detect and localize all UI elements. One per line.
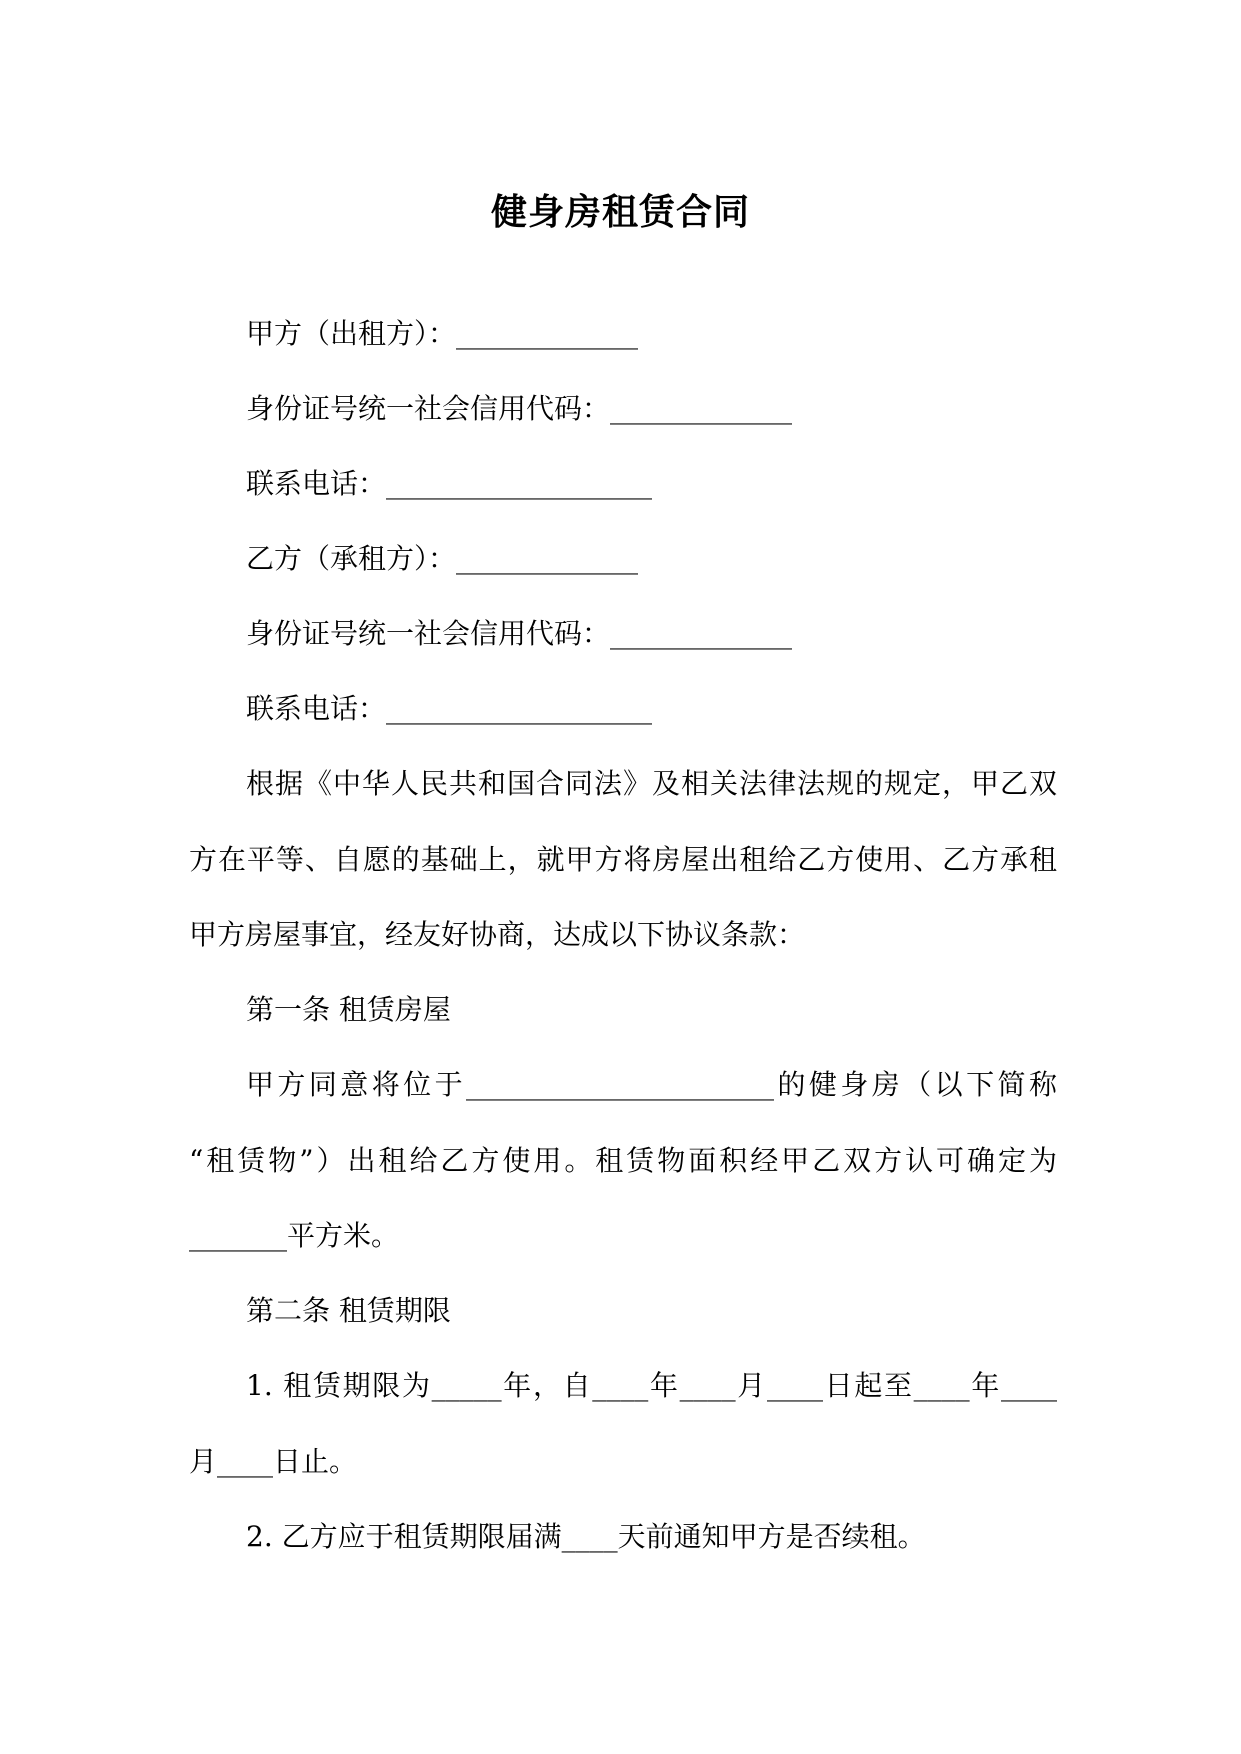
- party-b-phone-line: 联系电话：___________________: [246, 692, 653, 725]
- preamble-line-1: 根据《中华人民共和国合同法》及相关法律法规的规定，甲乙双: [246, 767, 1057, 800]
- article-1-line-3: _______平方米。: [189, 1219, 400, 1252]
- party-a-id-line: 身份证号统一社会信用代码：_____________: [246, 392, 793, 425]
- article-2-item-1-line-2: 月____日止。: [189, 1445, 358, 1478]
- article-2-heading: 第二条 租赁期限: [246, 1294, 451, 1327]
- article-1-heading: 第一条 租赁房屋: [246, 993, 451, 1026]
- party-a-phone-line: 联系电话：___________________: [246, 467, 653, 500]
- preamble-line-2: 方在平等、自愿的基础上，就甲方将房屋出租给乙方使用、乙方承租: [189, 843, 1057, 876]
- article-1-line-1: 甲方同意将位于______________________的健身房（以下简称: [246, 1068, 1057, 1101]
- party-b-name-line: 乙方（承租方）：_____________: [246, 542, 639, 575]
- party-b-id-line: 身份证号统一社会信用代码：_____________: [246, 617, 793, 650]
- party-a-name-line: 甲方（出租方）：_____________: [246, 317, 639, 350]
- article-2-item-1-line-1: 1. 租赁期限为_____年，自____年____月____日起至____年____: [246, 1369, 1057, 1402]
- article-1-line-2: “租赁物”）出租给乙方使用。租赁物面积经甲乙双方认可确定为: [189, 1144, 1057, 1177]
- preamble-line-3: 甲方房屋事宜，经友好协商，达成以下协议条款：: [189, 918, 806, 951]
- article-2-item-2: 2. 乙方应于租赁期限届满____天前通知甲方是否续租。: [246, 1520, 926, 1553]
- document-title: 健身房租赁合同: [490, 191, 750, 233]
